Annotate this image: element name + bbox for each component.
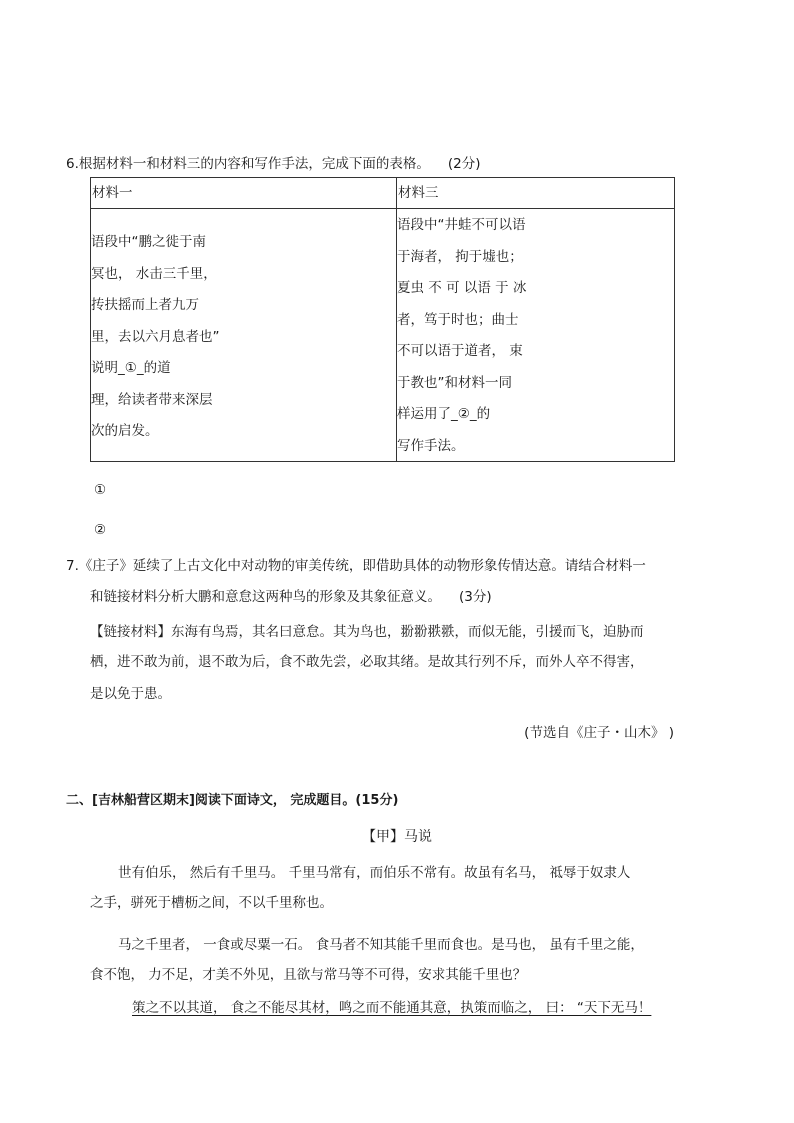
table-row	[91, 209, 675, 462]
table-cell-material-1	[91, 209, 397, 462]
question-6-text: 6.根据材料一和材料三的内容和写作手法，完成下面的表格。	[66, 156, 430, 172]
cell-line: 语段中“井蛙不可以语	[397, 217, 526, 233]
cell-line: 不可以语于道者， 束	[397, 343, 523, 359]
cell-line: 写作手法。	[397, 437, 465, 454]
cell-line: 理，给读者带来深层	[91, 391, 213, 408]
link-material-line: 栖，进不敢为前，退不敢为后，食不敢先尝，必取其绪。是故其行列不斥，而外人卒不得害，	[90, 654, 644, 670]
source-citation: (节选自《庄子・山木》 )	[524, 725, 674, 741]
cell-line: 样运用了_②_的	[397, 406, 491, 422]
cell-line: 夏虫 不 可 以语 于 冰	[397, 280, 527, 296]
question-7-line-2	[90, 585, 492, 605]
passage-title: 【甲】马说	[362, 829, 432, 845]
table-header-material-1: 材料一	[91, 178, 397, 209]
table-header-row	[91, 178, 675, 209]
answer-1-marker: ①	[94, 482, 107, 498]
passage-line: 马之千里者， 一食或尽粟一石。 食马者不知其能千里而食也。是马也， 虽有千里之能，	[118, 937, 644, 953]
section-2-heading: 二、[吉林船营区期末]阅读下面诗文， 完成题目。(15分)	[66, 793, 399, 808]
passage-line-underlined: 策之不以其道， 食之不能尽其材，鸣之而不能通其意，执策而临之， 曰： “天下无马！	[132, 1000, 652, 1016]
table-cell-material-3	[397, 209, 675, 462]
question-6	[66, 152, 481, 172]
link-material-line: 是以免于患。	[90, 686, 171, 702]
cell-line: 说明_①_的道	[91, 360, 171, 376]
question-7-text: 和链接材料分析大鹏和意怠这两种鸟的形象及其象征意义。	[90, 589, 441, 605]
passage-line: 世有伯乐， 然后有千里马。 千里马常有，而伯乐不常有。故虽有名马， 祗辱于奴隶人	[118, 865, 631, 881]
cell-line: 语段中“鹏之徙于南	[91, 234, 206, 250]
answer-2-marker: ②	[94, 522, 107, 538]
cell-line: 抟扶摇而上者九万	[91, 297, 199, 313]
table-header-material-3: 材料三	[397, 178, 675, 209]
question-6-score: (2分)	[447, 156, 481, 172]
link-material-line: 【链接材料】东海有鸟焉，其名曰意怠。其为鸟也，翂翂翐翐，而似无能，引援而飞，迫胁而	[90, 624, 644, 640]
cell-line: 次的启发。	[91, 423, 159, 439]
question-7-score: (3分)	[459, 589, 492, 605]
cell-line: 里，去以六月息者也”	[91, 328, 220, 345]
question-7-line-1: 7.《庄子》延续了上古文化中对动物的审美传统，即借助具体的动物形象传情达意。请结合材料一	[66, 558, 646, 574]
cell-line: 者，笃于时也；曲士	[397, 311, 519, 328]
materials-table	[90, 177, 675, 462]
cell-line: 冥也， 水击三千里，	[91, 265, 217, 282]
cell-line: 于海者， 拘于墟也；	[397, 248, 523, 265]
passage-line: 之手，骈死于槽枥之间，不以千里称也。	[90, 895, 333, 911]
passage-line: 食不饱， 力不足，才美不外见，且欲与常马等不可得，安求其能千里也？	[90, 967, 527, 983]
cell-line: 于教也”和材料一同	[397, 374, 512, 391]
